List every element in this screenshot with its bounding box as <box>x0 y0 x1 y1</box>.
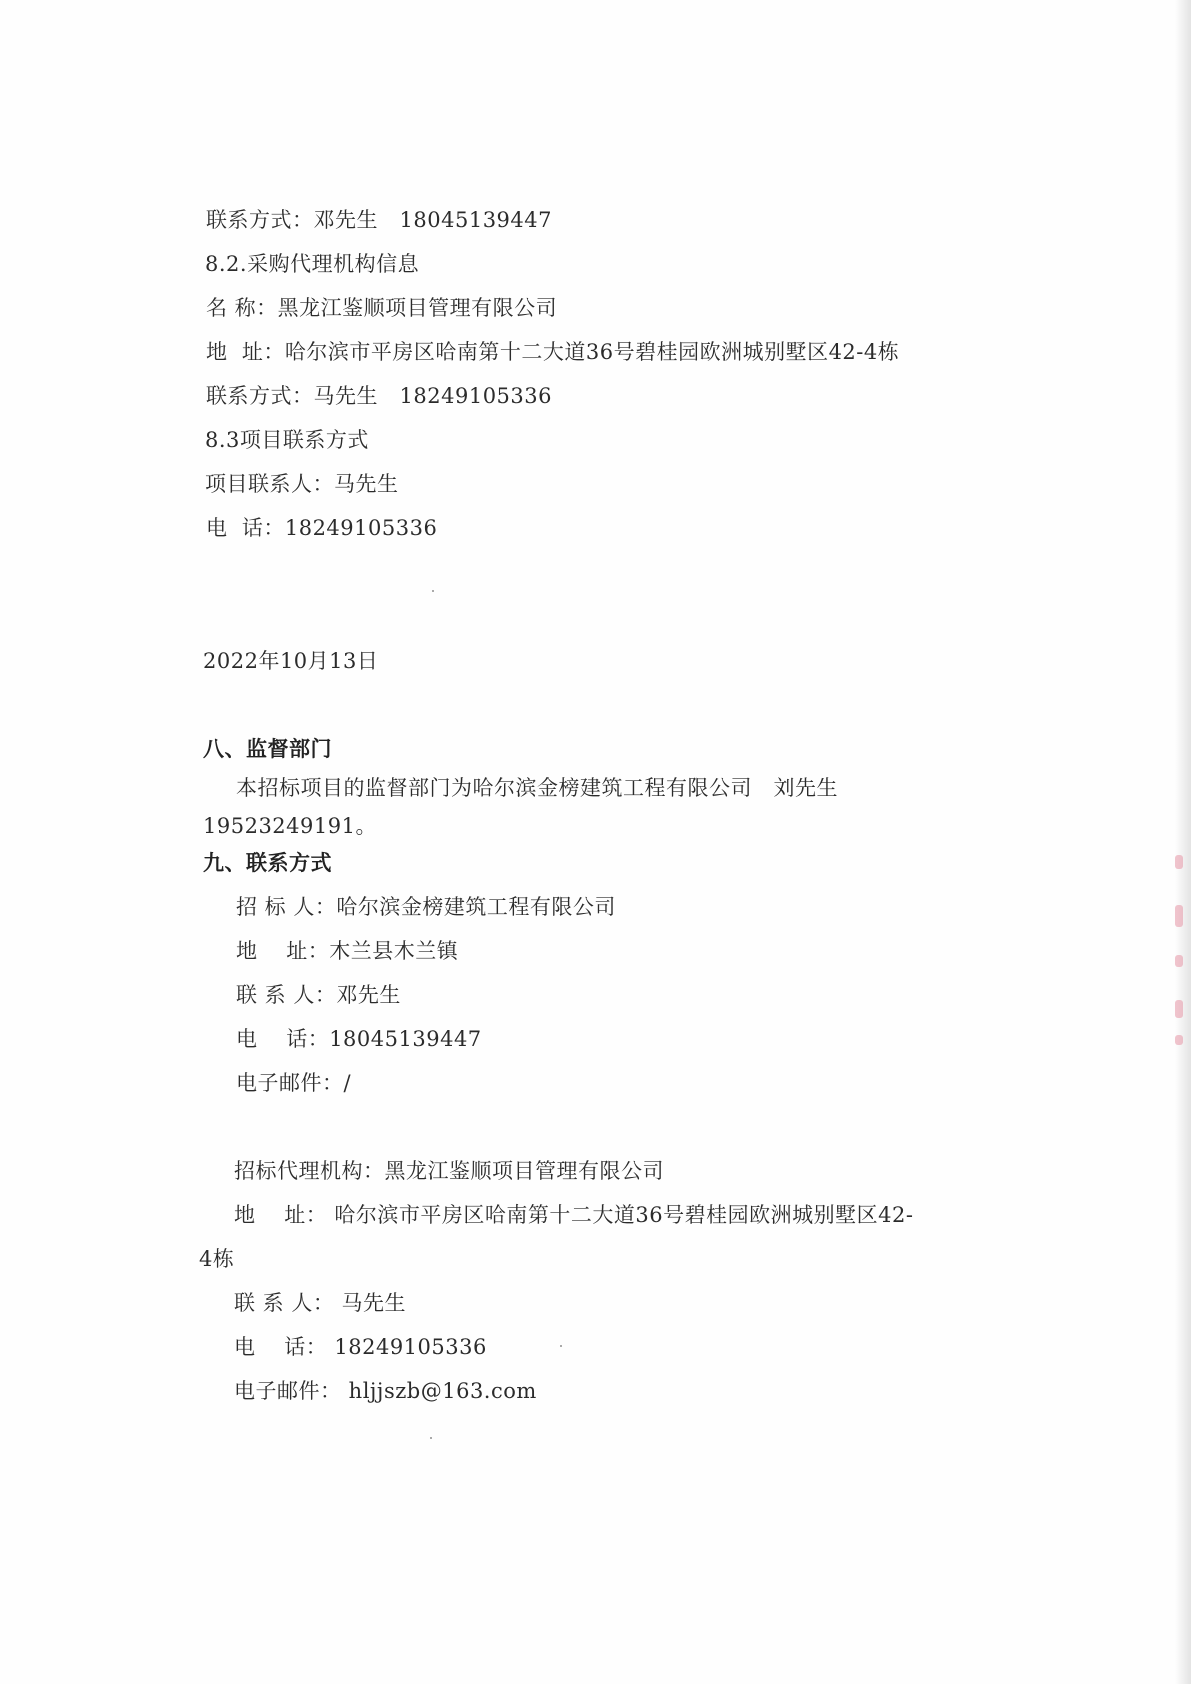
project-contact-heading: 8.3项目联系方式 <box>205 428 369 452</box>
project-phone-line: 电 话：18249105336 <box>206 516 438 540</box>
document-date: 2022年10月13日 <box>203 649 379 673</box>
agency-contact-person-line: 联 系 人： 马先生 <box>234 1291 407 1315</box>
stamp-fragment <box>1175 855 1183 869</box>
scan-speck <box>432 590 434 592</box>
agency-contact-address-line2: 4栋 <box>199 1247 235 1271</box>
scan-speck <box>560 1345 562 1347</box>
stamp-fragment <box>1175 1035 1183 1045</box>
stamp-fragment <box>1175 1000 1183 1018</box>
tenderer-person-line: 联 系 人：邓先生 <box>236 983 401 1007</box>
agency-contact-email-line: 电子邮件： hljjszb@163.com <box>234 1379 537 1403</box>
supervision-text-line2: 19523249191。 <box>203 814 377 838</box>
supervision-heading: 八、监督部门 <box>203 737 332 761</box>
stamp-fragment <box>1175 955 1183 967</box>
scan-edge-shadow <box>1175 0 1191 1684</box>
agency-contact-line: 联系方式：马先生 18249105336 <box>206 384 552 408</box>
agency-info-heading: 8.2.采购代理机构信息 <box>205 252 420 276</box>
agency-address-line: 地 址：哈尔滨市平房区哈南第十二大道36号碧桂园欧洲城别墅区42-4栋 <box>206 340 900 364</box>
project-contact-person: 项目联系人：马先生 <box>205 472 399 496</box>
agency-name-line: 名 称：黑龙江鉴顺项目管理有限公司 <box>206 296 558 320</box>
tenderer-email-line: 电子邮件：/ <box>236 1071 352 1095</box>
supervision-text-line1: 本招标项目的监督部门为哈尔滨金榜建筑工程有限公司 刘先生 <box>236 776 839 800</box>
tenderer-address-line: 地 址：木兰县木兰镇 <box>236 939 459 963</box>
tenderer-contact-line: 联系方式：邓先生 18045139447 <box>206 208 552 232</box>
contact-heading: 九、联系方式 <box>203 851 332 875</box>
agency-contact-name-line: 招标代理机构：黑龙江鉴顺项目管理有限公司 <box>234 1159 664 1183</box>
scan-speck <box>430 1437 432 1439</box>
agency-contact-address-line1: 地 址： 哈尔滨市平房区哈南第十二大道36号碧桂园欧洲城别墅区42- <box>234 1203 914 1227</box>
agency-contact-phone-line: 电 话： 18249105336 <box>234 1335 487 1359</box>
tenderer-name-line: 招 标 人：哈尔滨金榜建筑工程有限公司 <box>236 895 616 919</box>
tenderer-phone-line: 电 话：18045139447 <box>236 1027 482 1051</box>
stamp-fragment <box>1175 905 1183 927</box>
